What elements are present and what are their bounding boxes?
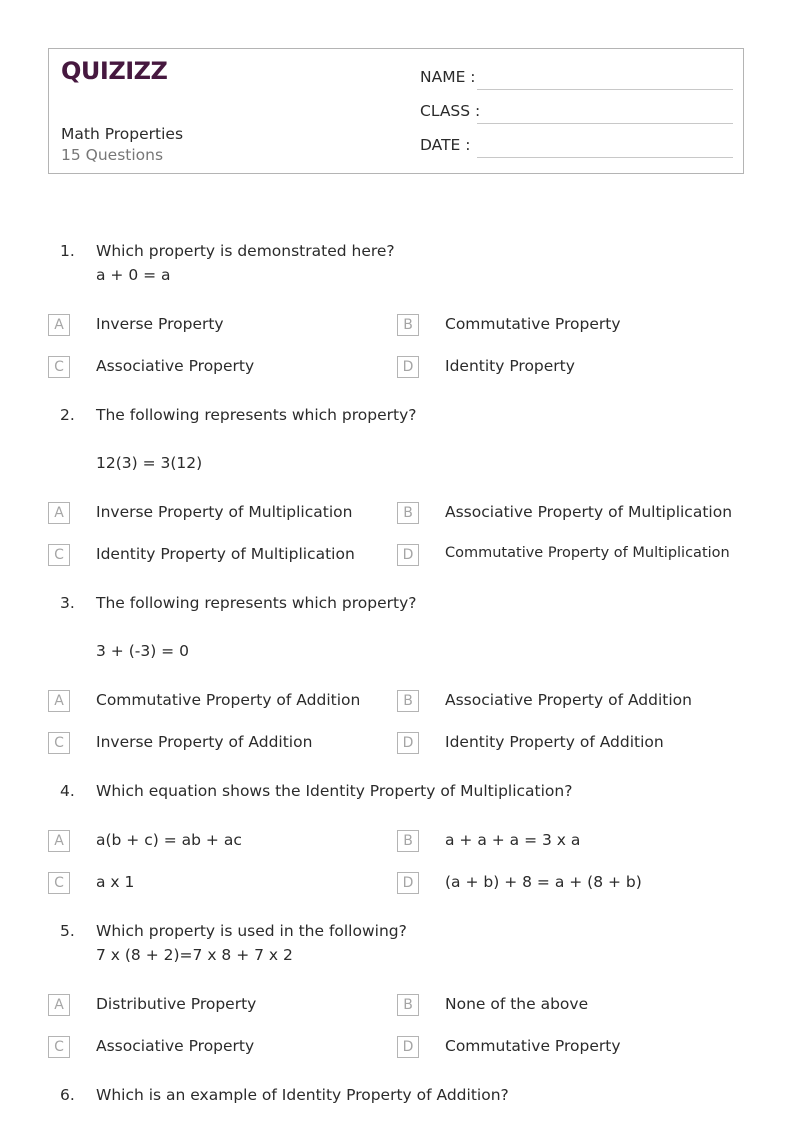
question-expression: 3 + (-3) = 0 [96, 642, 189, 660]
option-a-text: a(b + c) = ab + ac [96, 831, 242, 849]
question-expression: a + 0 = a [96, 266, 171, 284]
option-b-text: Associative Property of Addition [445, 691, 692, 709]
date-line[interactable] [477, 157, 733, 158]
option-b-text: None of the above [445, 995, 589, 1013]
question-prompt: Which is an example of Identity Property of Addition? [96, 1086, 509, 1104]
option-c-text: Associative Property [96, 1037, 255, 1055]
class-label: CLASS : [420, 102, 481, 120]
option-a-box[interactable]: A [48, 314, 70, 336]
question-prompt: The following represents which property? [96, 406, 417, 424]
option-d-box[interactable]: D [397, 544, 419, 566]
option-a-text: Distributive Property [96, 995, 257, 1013]
option-a-box[interactable]: A [48, 502, 70, 524]
option-a-box[interactable]: A [48, 830, 70, 852]
option-c-box[interactable]: C [48, 1036, 70, 1058]
option-b-box[interactable]: B [397, 502, 419, 524]
option-b-text: Associative Property of Multiplication [445, 503, 733, 521]
option-c-box[interactable]: C [48, 732, 70, 754]
option-d-box[interactable]: D [397, 872, 419, 894]
question-number: 4. [60, 782, 75, 800]
option-b-box[interactable]: B [397, 314, 419, 336]
question-prompt: Which property is demonstrated here? [96, 242, 395, 260]
option-d-text: Identity Property [445, 357, 575, 375]
option-d-text: Identity Property of Addition [445, 733, 664, 751]
option-b-box[interactable]: B [397, 690, 419, 712]
option-d-text: Commutative Property [445, 1037, 621, 1055]
question-expression: 12(3) = 3(12) [96, 454, 203, 472]
worksheet-header [48, 48, 744, 174]
question-prompt: Which equation shows the Identity Property of Multiplication? [96, 782, 573, 800]
question-number: 6. [60, 1086, 75, 1104]
quizizz-logo: QUIZIZZ [61, 57, 168, 85]
name-line[interactable] [477, 89, 733, 90]
option-a-box[interactable]: A [48, 994, 70, 1016]
option-b-text: a + a + a = 3 x a [445, 831, 581, 849]
option-c-text: Identity Property of Multiplication [96, 545, 355, 563]
question-prompt: The following represents which property? [96, 594, 417, 612]
question-number: 2. [60, 406, 75, 424]
worksheet-title: Math Properties [61, 125, 184, 143]
option-c-text: Associative Property [96, 357, 255, 375]
option-a-text: Inverse Property [96, 315, 224, 333]
option-d-box[interactable]: D [397, 1036, 419, 1058]
option-b-box[interactable]: B [397, 994, 419, 1016]
question-count: 15 Questions [61, 146, 164, 164]
date-label: DATE : [420, 136, 471, 154]
option-b-box[interactable]: B [397, 830, 419, 852]
option-c-box[interactable]: C [48, 356, 70, 378]
option-c-box[interactable]: C [48, 544, 70, 566]
option-c-box[interactable]: C [48, 872, 70, 894]
question-number: 3. [60, 594, 75, 612]
option-d-text: Commutative Property of Multiplication [445, 545, 730, 561]
option-d-box[interactable]: D [397, 356, 419, 378]
question-prompt: Which property is used in the following? [96, 922, 407, 940]
question-expression: 7 x (8 + 2)=7 x 8 + 7 x 2 [96, 946, 293, 964]
option-a-box[interactable]: A [48, 690, 70, 712]
question-number: 5. [60, 922, 75, 940]
option-d-text: (a + b) + 8 = a + (8 + b) [445, 873, 642, 891]
option-d-box[interactable]: D [397, 732, 419, 754]
option-c-text: Inverse Property of Addition [96, 733, 313, 751]
class-line[interactable] [477, 123, 733, 124]
name-label: NAME : [420, 68, 476, 86]
question-number: 1. [60, 242, 75, 260]
option-a-text: Inverse Property of Multiplication [96, 503, 353, 521]
option-a-text: Commutative Property of Addition [96, 691, 361, 709]
option-c-text: a x 1 [96, 873, 135, 891]
option-b-text: Commutative Property [445, 315, 621, 333]
